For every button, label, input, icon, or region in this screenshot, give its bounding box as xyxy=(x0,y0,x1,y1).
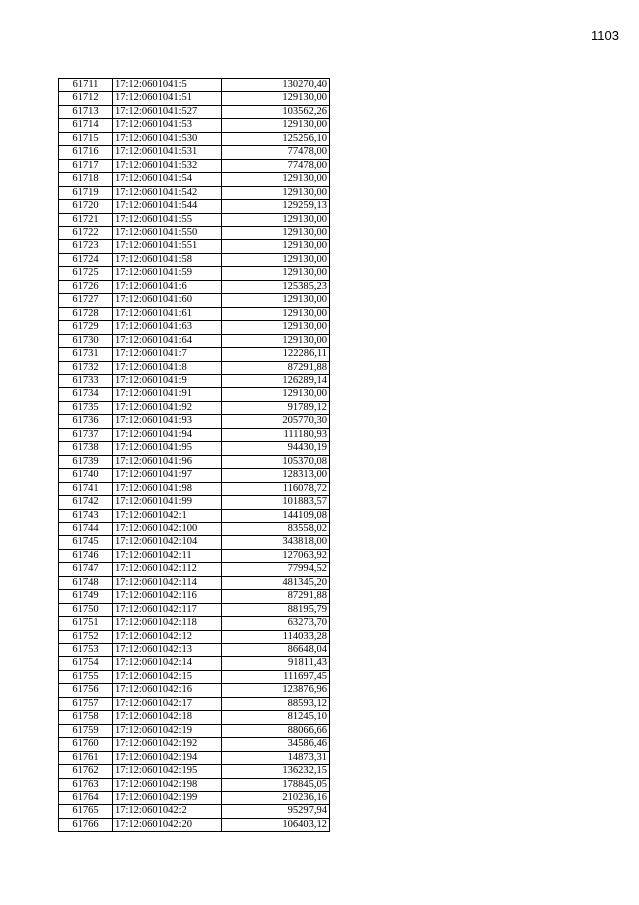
cadastral-number-cell: 17:12:0601041:99 xyxy=(113,496,222,509)
table-row xyxy=(59,307,330,320)
cadastral-number-cell: 17:12:0601041:54 xyxy=(113,173,222,186)
value-cell: 63273,70 xyxy=(222,617,330,630)
row-number-cell: 61733 xyxy=(59,374,113,387)
table-row xyxy=(59,213,330,226)
cadastral-number-cell: 17:12:0601041:59 xyxy=(113,267,222,280)
row-number-cell: 61740 xyxy=(59,469,113,482)
cadastral-number-cell: 17:12:0601042:112 xyxy=(113,563,222,576)
row-number-cell: 61729 xyxy=(59,321,113,334)
value-cell: 129130,00 xyxy=(222,173,330,186)
value-cell: 130270,40 xyxy=(222,79,330,92)
row-number-cell: 61766 xyxy=(59,818,113,831)
row-number-cell: 61765 xyxy=(59,805,113,818)
row-number-cell: 61746 xyxy=(59,549,113,562)
value-cell: 144109,08 xyxy=(222,509,330,522)
value-cell: 129130,00 xyxy=(222,92,330,105)
table-row xyxy=(59,630,330,643)
row-number-cell: 61760 xyxy=(59,738,113,751)
cadastral-number-cell: 17:12:0601041:58 xyxy=(113,253,222,266)
table-row xyxy=(59,509,330,522)
row-number-cell: 61764 xyxy=(59,792,113,805)
cadastral-number-cell: 17:12:0601041:51 xyxy=(113,92,222,105)
row-number-cell: 61755 xyxy=(59,670,113,683)
row-number-cell: 61742 xyxy=(59,496,113,509)
value-cell: 111180,93 xyxy=(222,428,330,441)
value-cell: 95297,94 xyxy=(222,805,330,818)
row-number-cell: 61736 xyxy=(59,415,113,428)
value-cell: 86648,04 xyxy=(222,644,330,657)
cadastral-number-cell: 17:12:0601041:7 xyxy=(113,348,222,361)
table-row xyxy=(59,482,330,495)
row-number-cell: 61717 xyxy=(59,159,113,172)
table-row xyxy=(59,92,330,105)
value-cell: 127063,92 xyxy=(222,549,330,562)
value-cell: 129130,00 xyxy=(222,213,330,226)
table-row xyxy=(59,132,330,145)
cadastral-number-cell: 17:12:0601041:97 xyxy=(113,469,222,482)
value-cell: 136232,15 xyxy=(222,765,330,778)
cadastral-number-cell: 17:12:0601042:16 xyxy=(113,684,222,697)
row-number-cell: 61724 xyxy=(59,253,113,266)
cadastral-number-cell: 17:12:0601041:5 xyxy=(113,79,222,92)
row-number-cell: 61723 xyxy=(59,240,113,253)
value-cell: 105370,08 xyxy=(222,455,330,468)
row-number-cell: 61741 xyxy=(59,482,113,495)
table-row xyxy=(59,321,330,334)
table-row xyxy=(59,428,330,441)
table-row xyxy=(59,644,330,657)
row-number-cell: 61750 xyxy=(59,603,113,616)
value-cell: 343818,00 xyxy=(222,536,330,549)
value-cell: 128313,00 xyxy=(222,469,330,482)
row-number-cell: 61759 xyxy=(59,724,113,737)
value-cell: 88593,12 xyxy=(222,697,330,710)
table-row xyxy=(59,536,330,549)
cadastral-number-cell: 17:12:0601041:94 xyxy=(113,428,222,441)
row-number-cell: 61744 xyxy=(59,522,113,535)
cadastral-number-cell: 17:12:0601042:192 xyxy=(113,738,222,751)
value-cell: 125256,10 xyxy=(222,132,330,145)
table-row xyxy=(59,765,330,778)
value-cell: 129130,00 xyxy=(222,226,330,239)
table-row xyxy=(59,697,330,710)
table-row xyxy=(59,374,330,387)
row-number-cell: 61719 xyxy=(59,186,113,199)
table-row xyxy=(59,792,330,805)
value-cell: 481345,20 xyxy=(222,576,330,589)
value-cell: 14873,31 xyxy=(222,751,330,764)
value-cell: 205770,30 xyxy=(222,415,330,428)
value-cell: 77994,52 xyxy=(222,563,330,576)
table-row xyxy=(59,496,330,509)
value-cell: 111697,45 xyxy=(222,670,330,683)
table-row xyxy=(59,159,330,172)
value-cell: 88066,66 xyxy=(222,724,330,737)
row-number-cell: 61712 xyxy=(59,92,113,105)
table-row xyxy=(59,657,330,670)
row-number-cell: 61758 xyxy=(59,711,113,724)
value-cell: 129130,00 xyxy=(222,334,330,347)
value-cell: 81245,10 xyxy=(222,711,330,724)
cadastral-number-cell: 17:12:0601042:1 xyxy=(113,509,222,522)
table-row xyxy=(59,200,330,213)
value-cell: 129259,13 xyxy=(222,200,330,213)
cadastral-number-cell: 17:12:0601041:96 xyxy=(113,455,222,468)
value-cell: 106403,12 xyxy=(222,818,330,831)
table-row xyxy=(59,576,330,589)
value-cell: 129130,00 xyxy=(222,267,330,280)
value-cell: 116078,72 xyxy=(222,482,330,495)
row-number-cell: 61753 xyxy=(59,644,113,657)
row-number-cell: 61745 xyxy=(59,536,113,549)
row-number-cell: 61756 xyxy=(59,684,113,697)
cadastral-number-cell: 17:12:0601041:530 xyxy=(113,132,222,145)
value-cell: 122286,11 xyxy=(222,348,330,361)
cadastral-number-cell: 17:12:0601041:9 xyxy=(113,374,222,387)
table-row xyxy=(59,415,330,428)
value-cell: 125385,23 xyxy=(222,280,330,293)
row-number-cell: 61734 xyxy=(59,388,113,401)
row-number-cell: 61761 xyxy=(59,751,113,764)
row-number-cell: 61725 xyxy=(59,267,113,280)
row-number-cell: 61731 xyxy=(59,348,113,361)
table-row xyxy=(59,442,330,455)
value-cell: 34586,46 xyxy=(222,738,330,751)
table-row xyxy=(59,590,330,603)
table-row xyxy=(59,455,330,468)
table-row xyxy=(59,617,330,630)
cadastral-number-cell: 17:12:0601042:20 xyxy=(113,818,222,831)
row-number-cell: 61727 xyxy=(59,294,113,307)
value-cell: 178845,05 xyxy=(222,778,330,791)
cadastral-number-cell: 17:12:0601042:11 xyxy=(113,549,222,562)
row-number-cell: 61751 xyxy=(59,617,113,630)
cadastral-number-cell: 17:12:0601041:542 xyxy=(113,186,222,199)
row-number-cell: 61735 xyxy=(59,401,113,414)
row-number-cell: 61754 xyxy=(59,657,113,670)
value-cell: 103562,26 xyxy=(222,105,330,118)
table-row xyxy=(59,361,330,374)
value-cell: 129130,00 xyxy=(222,240,330,253)
cadastral-number-cell: 17:12:0601042:199 xyxy=(113,792,222,805)
table-row xyxy=(59,469,330,482)
table-row xyxy=(59,549,330,562)
cadastral-number-cell: 17:12:0601041:531 xyxy=(113,146,222,159)
cadastral-number-cell: 17:12:0601041:98 xyxy=(113,482,222,495)
table-row xyxy=(59,240,330,253)
value-cell: 129130,00 xyxy=(222,388,330,401)
cadastral-number-cell: 17:12:0601041:550 xyxy=(113,226,222,239)
table-row xyxy=(59,348,330,361)
row-number-cell: 61721 xyxy=(59,213,113,226)
row-number-cell: 61762 xyxy=(59,765,113,778)
row-number-cell: 61720 xyxy=(59,200,113,213)
table-row xyxy=(59,253,330,266)
cadastral-number-cell: 17:12:0601042:17 xyxy=(113,697,222,710)
row-number-cell: 61726 xyxy=(59,280,113,293)
table-row xyxy=(59,522,330,535)
row-number-cell: 61749 xyxy=(59,590,113,603)
row-number-cell: 61737 xyxy=(59,428,113,441)
cadastral-number-cell: 17:12:0601042:195 xyxy=(113,765,222,778)
table-row xyxy=(59,670,330,683)
row-number-cell: 61715 xyxy=(59,132,113,145)
row-number-cell: 61752 xyxy=(59,630,113,643)
row-number-cell: 61728 xyxy=(59,307,113,320)
cadastral-number-cell: 17:12:0601042:116 xyxy=(113,590,222,603)
value-cell: 87291,88 xyxy=(222,590,330,603)
table-row xyxy=(59,280,330,293)
cadastral-number-cell: 17:12:0601042:114 xyxy=(113,576,222,589)
row-number-cell: 61732 xyxy=(59,361,113,374)
value-cell: 129130,00 xyxy=(222,186,330,199)
cadastral-number-cell: 17:12:0601041:527 xyxy=(113,105,222,118)
cadastral-number-cell: 17:12:0601041:92 xyxy=(113,401,222,414)
value-cell: 129130,00 xyxy=(222,119,330,132)
table-row xyxy=(59,818,330,831)
value-cell: 87291,88 xyxy=(222,361,330,374)
value-cell: 101883,57 xyxy=(222,496,330,509)
value-cell: 114033,28 xyxy=(222,630,330,643)
value-cell: 123876,96 xyxy=(222,684,330,697)
cadastral-number-cell: 17:12:0601041:93 xyxy=(113,415,222,428)
cadastral-number-cell: 17:12:0601041:60 xyxy=(113,294,222,307)
value-cell: 77478,00 xyxy=(222,159,330,172)
cadastral-number-cell: 17:12:0601042:117 xyxy=(113,603,222,616)
row-number-cell: 61763 xyxy=(59,778,113,791)
table-row xyxy=(59,603,330,616)
table-row xyxy=(59,711,330,724)
cadastral-number-cell: 17:12:0601041:61 xyxy=(113,307,222,320)
row-number-cell: 61730 xyxy=(59,334,113,347)
table-row xyxy=(59,684,330,697)
value-cell: 77478,00 xyxy=(222,146,330,159)
row-number-cell: 61747 xyxy=(59,563,113,576)
cadastral-number-cell: 17:12:0601041:532 xyxy=(113,159,222,172)
row-number-cell: 61757 xyxy=(59,697,113,710)
cadastral-number-cell: 17:12:0601041:544 xyxy=(113,200,222,213)
cadastral-number-cell: 17:12:0601041:64 xyxy=(113,334,222,347)
cadastral-number-cell: 17:12:0601042:15 xyxy=(113,670,222,683)
cadastral-number-cell: 17:12:0601041:63 xyxy=(113,321,222,334)
table-row xyxy=(59,267,330,280)
cadastral-number-cell: 17:12:0601042:12 xyxy=(113,630,222,643)
cadastral-number-cell: 17:12:0601041:551 xyxy=(113,240,222,253)
cadastral-number-cell: 17:12:0601042:2 xyxy=(113,805,222,818)
row-number-cell: 61716 xyxy=(59,146,113,159)
table-row xyxy=(59,146,330,159)
table-row xyxy=(59,563,330,576)
cadastral-number-cell: 17:12:0601042:118 xyxy=(113,617,222,630)
table-row xyxy=(59,186,330,199)
row-number-cell: 61718 xyxy=(59,173,113,186)
value-cell: 91789,12 xyxy=(222,401,330,414)
table-row xyxy=(59,173,330,186)
cadastral-number-cell: 17:12:0601042:13 xyxy=(113,644,222,657)
page-number: 1103 xyxy=(591,28,619,43)
value-cell: 210236,16 xyxy=(222,792,330,805)
value-cell: 129130,00 xyxy=(222,321,330,334)
value-cell: 126289,14 xyxy=(222,374,330,387)
row-number-cell: 61748 xyxy=(59,576,113,589)
cadastral-number-cell: 17:12:0601041:53 xyxy=(113,119,222,132)
cadastral-number-cell: 17:12:0601041:91 xyxy=(113,388,222,401)
table-row xyxy=(59,388,330,401)
table-body xyxy=(59,79,330,832)
value-cell: 91811,43 xyxy=(222,657,330,670)
value-cell: 83558,02 xyxy=(222,522,330,535)
table-row xyxy=(59,79,330,92)
cadastral-number-cell: 17:12:0601042:14 xyxy=(113,657,222,670)
cadastral-number-cell: 17:12:0601042:100 xyxy=(113,522,222,535)
cadastral-number-cell: 17:12:0601041:6 xyxy=(113,280,222,293)
value-cell: 94430,19 xyxy=(222,442,330,455)
cadastral-number-cell: 17:12:0601042:194 xyxy=(113,751,222,764)
row-number-cell: 61738 xyxy=(59,442,113,455)
table-row xyxy=(59,401,330,414)
value-cell: 129130,00 xyxy=(222,253,330,266)
table-row xyxy=(59,738,330,751)
value-cell: 88195,79 xyxy=(222,603,330,616)
table-row xyxy=(59,805,330,818)
value-cell: 129130,00 xyxy=(222,307,330,320)
table-row xyxy=(59,105,330,118)
table-row xyxy=(59,226,330,239)
cadastral-number-cell: 17:12:0601042:198 xyxy=(113,778,222,791)
row-number-cell: 61713 xyxy=(59,105,113,118)
row-number-cell: 61722 xyxy=(59,226,113,239)
row-number-cell: 61739 xyxy=(59,455,113,468)
table-row xyxy=(59,778,330,791)
row-number-cell: 61714 xyxy=(59,119,113,132)
data-table xyxy=(58,78,330,832)
cadastral-number-cell: 17:12:0601042:18 xyxy=(113,711,222,724)
cadastral-number-cell: 17:12:0601041:8 xyxy=(113,361,222,374)
row-number-cell: 61711 xyxy=(59,79,113,92)
cadastral-number-cell: 17:12:0601042:104 xyxy=(113,536,222,549)
value-cell: 129130,00 xyxy=(222,294,330,307)
cadastral-number-cell: 17:12:0601042:19 xyxy=(113,724,222,737)
cadastral-number-cell: 17:12:0601041:55 xyxy=(113,213,222,226)
table-row xyxy=(59,334,330,347)
table-row xyxy=(59,119,330,132)
cadastral-number-cell: 17:12:0601041:95 xyxy=(113,442,222,455)
table-row xyxy=(59,724,330,737)
row-number-cell: 61743 xyxy=(59,509,113,522)
table-row xyxy=(59,751,330,764)
table-row xyxy=(59,294,330,307)
